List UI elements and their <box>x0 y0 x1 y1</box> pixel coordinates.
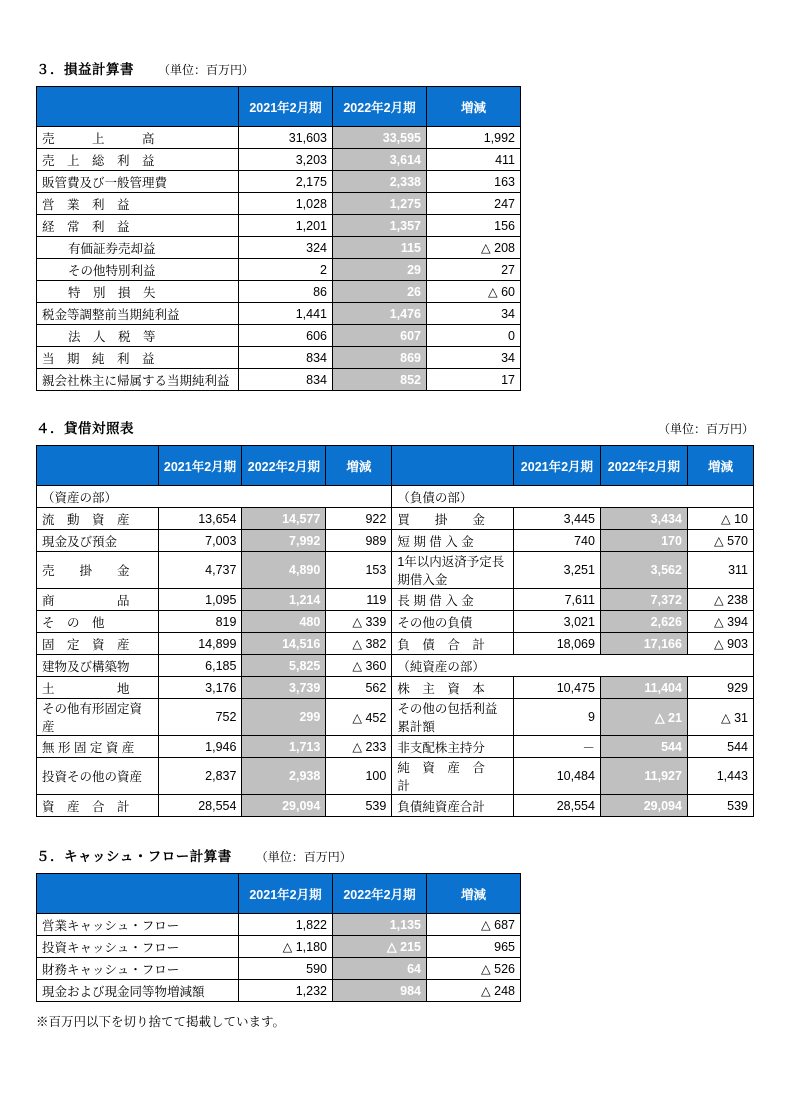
bs-col-2022-right: 2022年2月期 <box>600 446 687 486</box>
table-row <box>37 259 521 281</box>
row-value-2022: 607 <box>333 325 427 347</box>
row-label: 売 上 高 <box>42 131 155 146</box>
row-left-2022: 14,577 <box>242 508 326 530</box>
net-assets-group-label: （純資産の部） <box>392 655 754 677</box>
row-label-left: 現金及び預金 <box>42 534 118 549</box>
row-right-2021: 3,445 <box>513 508 600 530</box>
section-bs-title: 貸借対照表 <box>64 421 134 436</box>
row-value-2021: △ 1,180 <box>239 936 333 958</box>
row-left-diff: △ 452 <box>326 699 392 736</box>
row-value-diff: 0 <box>427 325 521 347</box>
row-label: 投資キャッシュ・フロー <box>37 936 239 958</box>
liabilities-group-label: （負債の部） <box>392 486 754 508</box>
row-right-2022: 11,404 <box>600 677 687 699</box>
row-label-right: 短 期 借 入 金 <box>397 534 474 549</box>
row-left-2021: 6,185 <box>158 655 242 677</box>
row-left-diff: 119 <box>326 589 392 611</box>
row-left-diff: △ 339 <box>326 611 392 633</box>
table-header-row <box>37 87 521 127</box>
row-value-2022: 3,614 <box>333 149 427 171</box>
row-left-2021: 4,737 <box>158 552 242 589</box>
row-value-diff: 27 <box>427 259 521 281</box>
table-row <box>37 325 521 347</box>
table-row <box>37 215 521 237</box>
row-label-left: 建物及び構築物 <box>42 659 130 674</box>
row-value-2022: 115 <box>333 237 427 259</box>
section-cash-flow <box>36 845 754 1030</box>
row-left-diff: △ 360 <box>326 655 392 677</box>
row-right-2022: 2,626 <box>600 611 687 633</box>
row-right-2021: 28,554 <box>513 795 600 817</box>
row-label-left: 無 形 固 定 資 産 <box>42 740 135 755</box>
row-right-2021: 7,611 <box>513 589 600 611</box>
cf-col-2021: 2021年2月期 <box>239 874 333 914</box>
row-value-2021: 2,175 <box>239 171 333 193</box>
row-label-right: 非支配株主持分 <box>397 740 485 755</box>
row-left-2021: 28,554 <box>158 795 242 817</box>
row-left-2022: 299 <box>242 699 326 736</box>
row-label: 親会社株主に帰属する当期純利益 <box>42 373 230 388</box>
row-right-2021: － <box>513 736 600 758</box>
table-row <box>37 611 754 633</box>
row-value-2021: 31,603 <box>239 127 333 149</box>
row-left-diff: △ 233 <box>326 736 392 758</box>
row-right-diff: △ 903 <box>687 633 753 655</box>
row-value-2022: 64 <box>333 958 427 980</box>
row-value-2021: 1,822 <box>239 914 333 936</box>
section-profit-loss <box>36 58 754 391</box>
table-row <box>37 193 521 215</box>
row-left-2022: 1,713 <box>242 736 326 758</box>
row-value-2022: 852 <box>333 369 427 391</box>
row-value-2022: 33,595 <box>333 127 427 149</box>
row-left-2021: 2,837 <box>158 758 242 795</box>
section-cf-number: ５． <box>36 849 64 864</box>
cf-col-2022: 2022年2月期 <box>333 874 427 914</box>
table-header-row <box>37 446 754 486</box>
row-left-diff: 539 <box>326 795 392 817</box>
table-row <box>37 303 521 325</box>
row-left-2022: 2,938 <box>242 758 326 795</box>
pl-col-2021: 2021年2月期 <box>239 87 333 127</box>
row-right-diff: 929 <box>687 677 753 699</box>
table-row <box>37 795 754 817</box>
row-left-2022: 1,214 <box>242 589 326 611</box>
row-label: その他特別利益 <box>68 263 156 278</box>
row-label: 経 常 利 益 <box>42 219 130 234</box>
cf-col-label <box>37 874 239 914</box>
row-left-2022: 3,739 <box>242 677 326 699</box>
row-right-2022: 7,372 <box>600 589 687 611</box>
bs-col-diff-right: 増減 <box>687 446 753 486</box>
bs-col-2021-left: 2021年2月期 <box>158 446 242 486</box>
row-right-2021: 18,069 <box>513 633 600 655</box>
row-label-right: その他の包括利益累計額 <box>397 702 498 734</box>
row-value-2022: 26 <box>333 281 427 303</box>
row-right-diff: 311 <box>687 552 753 589</box>
row-right-2021: 3,251 <box>513 552 600 589</box>
row-label-left: 投資その他の資産 <box>42 770 143 784</box>
table-profit-loss <box>36 86 521 391</box>
table-row <box>37 914 521 936</box>
row-left-2021: 14,899 <box>158 633 242 655</box>
row-right-2021: 10,475 <box>513 677 600 699</box>
assets-group-label: （資産の部） <box>37 486 392 508</box>
row-label-right: 買 掛 金 <box>397 512 485 527</box>
row-value-2022: 1,476 <box>333 303 427 325</box>
row-value-2021: 606 <box>239 325 333 347</box>
row-left-2021: 3,176 <box>158 677 242 699</box>
section-cf-unit: （単位：百万円） <box>255 850 352 864</box>
row-label-left: 流 動 資 産 <box>42 512 130 527</box>
section-pl-unit: （単位：百万円） <box>158 63 255 77</box>
row-label: 営業キャッシュ・フロー <box>37 914 239 936</box>
row-left-2022: 5,825 <box>242 655 326 677</box>
bs-col-2022-left: 2022年2月期 <box>242 446 326 486</box>
table-row <box>37 936 521 958</box>
table-row <box>37 281 521 303</box>
footnote: ※百万円以下を切り捨てて掲載しています。 <box>36 1015 286 1029</box>
row-label-right: 1年以内返済予定長期借入金 <box>397 555 505 587</box>
table-row <box>37 127 521 149</box>
row-value-diff: 1,992 <box>427 127 521 149</box>
row-label-right: 負 債 合 計 <box>397 637 485 652</box>
row-right-2021: 9 <box>513 699 600 736</box>
row-right-diff: 539 <box>687 795 753 817</box>
section-cf-title: キャッシュ・フロー計算書 <box>64 849 232 864</box>
row-label: 有価証券売却益 <box>68 241 156 256</box>
row-label-left: 固 定 資 産 <box>42 637 130 652</box>
row-left-2021: 7,003 <box>158 530 242 552</box>
table-row <box>37 530 754 552</box>
row-left-diff: 153 <box>326 552 392 589</box>
table-row <box>37 736 754 758</box>
row-right-diff: △ 31 <box>687 699 753 736</box>
table-row <box>37 369 521 391</box>
row-left-diff: 100 <box>326 758 392 795</box>
row-right-diff: △ 10 <box>687 508 753 530</box>
row-label-left: 売 掛 金 <box>42 564 130 578</box>
table-balance-sheet <box>36 445 754 817</box>
row-value-2021: 86 <box>239 281 333 303</box>
section-balance-sheet <box>36 417 754 817</box>
spacer <box>36 817 754 845</box>
table-row <box>37 552 754 589</box>
row-left-diff: △ 382 <box>326 633 392 655</box>
row-left-2021: 1,095 <box>158 589 242 611</box>
row-value-2022: 1,275 <box>333 193 427 215</box>
cf-col-diff: 増減 <box>427 874 521 914</box>
row-right-2021: 740 <box>513 530 600 552</box>
section-bs-header <box>36 417 754 437</box>
bs-col-2021-right: 2021年2月期 <box>513 446 600 486</box>
table-row <box>37 655 754 677</box>
row-right-2022: 544 <box>600 736 687 758</box>
row-value-2021: 1,441 <box>239 303 333 325</box>
section-bs-unit: （単位：百万円） <box>657 422 754 436</box>
row-left-2021: 752 <box>158 699 242 736</box>
row-label: 販管費及び一般管理費 <box>42 175 168 190</box>
table-row <box>37 589 754 611</box>
row-value-2021: 1,201 <box>239 215 333 237</box>
row-label: 特 別 損 失 <box>68 285 156 300</box>
row-label: 売 上 総 利 益 <box>42 153 155 168</box>
pl-col-label <box>37 87 239 127</box>
row-value-2022: 2,338 <box>333 171 427 193</box>
row-value-diff: △ 526 <box>427 958 521 980</box>
row-value-diff: △ 248 <box>427 980 521 1002</box>
row-left-2021: 819 <box>158 611 242 633</box>
table-cash-flow <box>36 873 521 1002</box>
bs-col-diff-left: 増減 <box>326 446 392 486</box>
row-value-2022: 29 <box>333 259 427 281</box>
row-value-diff: 163 <box>427 171 521 193</box>
section-pl-title: 損益計算書 <box>64 62 134 77</box>
row-left-2022: 14,516 <box>242 633 326 655</box>
row-right-diff: 1,443 <box>687 758 753 795</box>
row-left-2022: 480 <box>242 611 326 633</box>
row-left-2022: 7,992 <box>242 530 326 552</box>
row-value-2021: 1,232 <box>239 980 333 1002</box>
spacer <box>36 391 754 417</box>
row-value-2021: 1,028 <box>239 193 333 215</box>
row-right-diff: △ 394 <box>687 611 753 633</box>
row-right-2022: △ 21 <box>600 699 687 736</box>
row-value-diff: 34 <box>427 347 521 369</box>
table-row <box>37 633 754 655</box>
row-value-2021: 590 <box>239 958 333 980</box>
row-value-2022: 1,357 <box>333 215 427 237</box>
row-left-diff: 989 <box>326 530 392 552</box>
row-value-2021: 2 <box>239 259 333 281</box>
group-header-row <box>37 486 754 508</box>
row-label: 財務キャッシュ・フロー <box>37 958 239 980</box>
row-label: 営 業 利 益 <box>42 197 130 212</box>
row-label-left: 土 地 <box>42 681 130 696</box>
row-left-2021: 13,654 <box>158 508 242 530</box>
bs-col-label-right <box>392 446 514 486</box>
row-label-right: 株 主 資 本 <box>397 681 485 696</box>
table-row <box>37 149 521 171</box>
row-value-diff: 247 <box>427 193 521 215</box>
table-row <box>37 699 754 736</box>
table-row <box>37 677 754 699</box>
section-pl-number: ３． <box>36 62 64 77</box>
row-label-left: 商 品 <box>42 593 130 608</box>
row-left-2022: 4,890 <box>242 552 326 589</box>
row-left-diff: 922 <box>326 508 392 530</box>
section-cf-header <box>36 845 754 865</box>
row-value-diff: △ 687 <box>427 914 521 936</box>
row-label: 法 人 税 等 <box>68 329 156 344</box>
row-value-diff: 17 <box>427 369 521 391</box>
row-value-2022: 869 <box>333 347 427 369</box>
table-row <box>37 958 521 980</box>
row-right-2022: 3,562 <box>600 552 687 589</box>
row-right-2022: 170 <box>600 530 687 552</box>
table-row <box>37 347 521 369</box>
row-label-left: そ の 他 <box>42 615 105 630</box>
row-label-right: 純 資 産 合 計 <box>397 761 498 793</box>
row-value-2022: △ 215 <box>333 936 427 958</box>
row-left-2021: 1,946 <box>158 736 242 758</box>
row-right-diff: △ 570 <box>687 530 753 552</box>
row-label-left: 資 産 合 計 <box>42 799 130 814</box>
table-header-row <box>37 874 521 914</box>
row-label-left: その他有形固定資産 <box>42 702 143 734</box>
row-right-diff: 544 <box>687 736 753 758</box>
row-value-2022: 984 <box>333 980 427 1002</box>
table-row <box>37 508 754 530</box>
row-label: 当 期 純 利 益 <box>42 351 155 366</box>
row-left-diff: 562 <box>326 677 392 699</box>
row-value-2022: 1,135 <box>333 914 427 936</box>
section-bs-number: ４． <box>36 421 64 436</box>
row-label-right: その他の負債 <box>397 615 473 630</box>
row-right-2022: 11,927 <box>600 758 687 795</box>
row-value-diff: 965 <box>427 936 521 958</box>
row-value-2021: 834 <box>239 369 333 391</box>
table-row <box>37 237 521 259</box>
pl-col-2022: 2022年2月期 <box>333 87 427 127</box>
row-value-diff: 411 <box>427 149 521 171</box>
row-label-right: 負債純資産合計 <box>397 799 485 814</box>
row-value-2021: 3,203 <box>239 149 333 171</box>
row-right-diff: △ 238 <box>687 589 753 611</box>
row-right-2022: 17,166 <box>600 633 687 655</box>
row-right-2022: 3,434 <box>600 508 687 530</box>
row-label-right: 長 期 借 入 金 <box>397 593 474 608</box>
table-row <box>37 758 754 795</box>
row-label: 税金等調整前当期純利益 <box>42 307 180 322</box>
row-value-diff: △ 208 <box>427 237 521 259</box>
row-left-2022: 29,094 <box>242 795 326 817</box>
row-right-2022: 29,094 <box>600 795 687 817</box>
row-value-diff: △ 60 <box>427 281 521 303</box>
row-value-diff: 34 <box>427 303 521 325</box>
row-value-2021: 834 <box>239 347 333 369</box>
section-pl-header <box>36 58 754 78</box>
row-right-2021: 10,484 <box>513 758 600 795</box>
row-value-2021: 324 <box>239 237 333 259</box>
pl-col-diff: 増減 <box>427 87 521 127</box>
table-row <box>37 171 521 193</box>
bs-col-label-left <box>37 446 159 486</box>
row-right-2021: 3,021 <box>513 611 600 633</box>
row-value-diff: 156 <box>427 215 521 237</box>
row-label: 現金および現金同等物増減額 <box>37 980 239 1002</box>
table-row <box>37 980 521 1002</box>
